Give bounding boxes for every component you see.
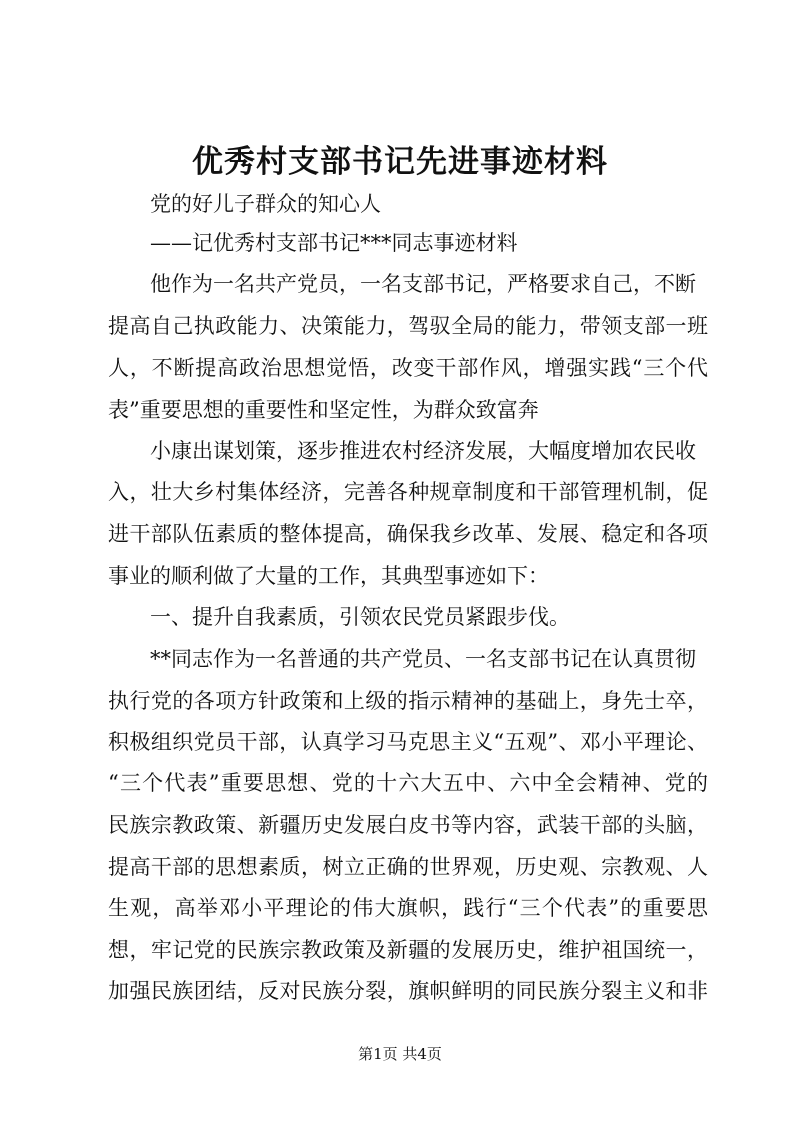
- paragraph-line: 他作为一名共产党员，一名支部书记，严格要求自己，不断: [150, 272, 696, 296]
- paragraph-line: 民族宗教政策、新疆历史发展白皮书等内容，武装干部的头脑，: [108, 813, 708, 837]
- page-footer: 第1页 共4页: [358, 1045, 442, 1063]
- paragraph-line: 生观，高举邓小平理论的伟大旗帜，践行“三个代表”的重要思: [108, 896, 708, 920]
- paragraph-line: 入，壮大乡村集体经济，完善各种规章制度和干部管理机制，促: [108, 480, 708, 504]
- paragraph-line: 小康出谋划策，逐步推进农村经济发展，大幅度增加农民收: [150, 439, 696, 463]
- paragraph-line: 事业的顺利做了大量的工作，其典型事迹如下：: [108, 564, 549, 588]
- paragraph-line: 提高自己执政能力、决策能力，驾驭全局的能力，带领支部一班: [108, 314, 708, 338]
- paragraph-line: 执行党的各项方针政策和上级的指示精神的基础上，身先士卒，: [108, 689, 708, 713]
- section-heading: 一、提升自我素质，引领农民党员紧跟步伐。: [150, 605, 570, 629]
- paragraph-line: **同志作为一名普通的共产党员、一名支部书记在认真贯彻: [150, 647, 696, 671]
- paragraph-line: 进干部队伍素质的整体提高，确保我乡改革、发展、稳定和各项: [108, 522, 708, 546]
- paragraph-line: 表”重要思想的重要性和坚定性，为群众致富奔: [108, 398, 539, 422]
- paragraph-line: 人，不断提高政治思想觉悟，改变干部作风，增强实践“三个代: [108, 356, 708, 380]
- document-title: 优秀村支部书记先进事迹材料: [192, 144, 608, 180]
- paragraph-line: 提高干部的思想素质，树立正确的世界观，历史观、宗教观、人: [108, 855, 708, 879]
- subtitle-line: 党的好儿子群众的知心人: [150, 192, 381, 216]
- paragraph-line: 积极组织党员干部，认真学习马克思主义“五观”、邓小平理论、: [108, 730, 708, 754]
- paragraph-line: “三个代表”重要思想、党的十六大五中、六中全会精神、党的: [108, 771, 708, 795]
- paragraph-line: 加强民族团结，反对民族分裂，旗帜鲜明的同民族分裂主义和非: [108, 979, 708, 1003]
- paragraph-line: 想，牢记党的民族宗教政策及新疆的发展历史，维护祖国统一，: [108, 938, 708, 962]
- subtitle-line: ——记优秀村支部书记***同志事迹材料: [150, 231, 518, 255]
